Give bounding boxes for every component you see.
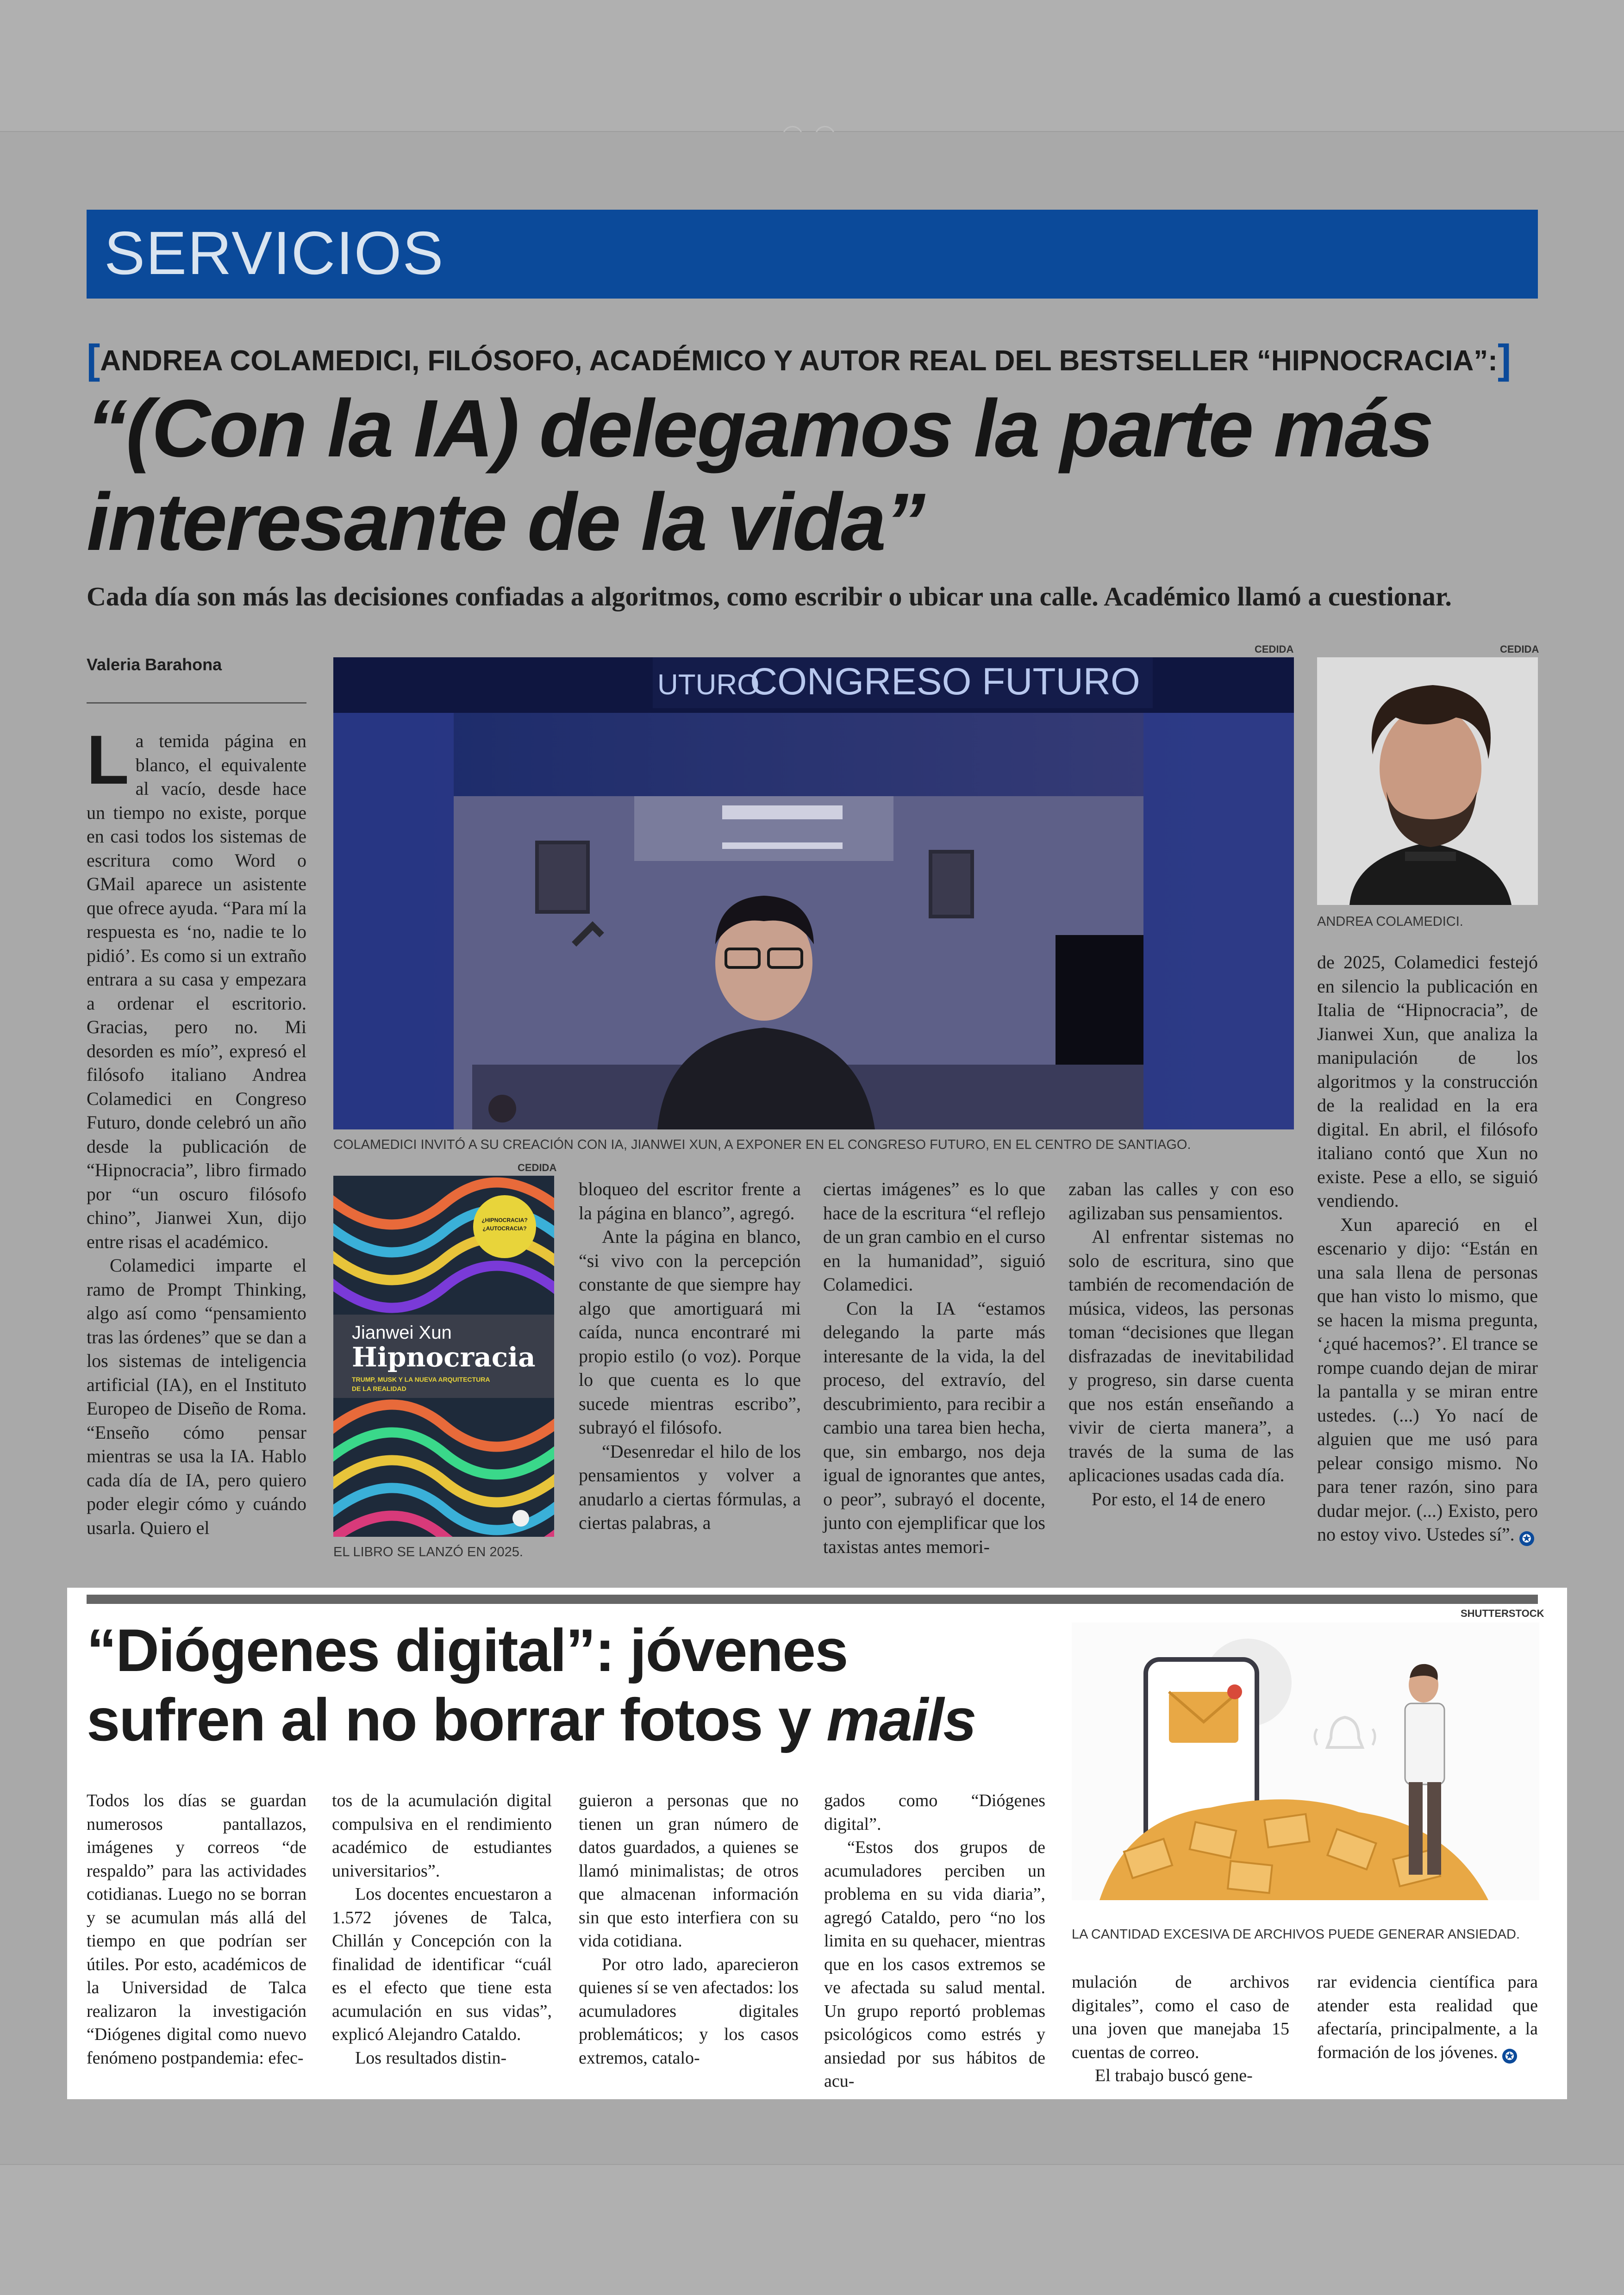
main-photo-caption: COLAMEDICI INVITÓ A SU CREACIÓN CON IA, JIANWEI XUN, A EXPONER EN EL CONGRESO FUTURO, EN EL CENTRO DE SANTIAGO. bbox=[333, 1137, 1191, 1152]
article-paragraph bbox=[1317, 1213, 1538, 1547]
box-column-6 bbox=[1317, 1971, 1538, 2064]
box-paragraph: mulación de archivos digitales”, como el caso de una joven que manejaba 15 cuentas de correo. bbox=[1072, 1972, 1289, 2062]
svg-text:Hipnocracia: Hipnocracia bbox=[352, 1341, 536, 1373]
svg-text:TRUMP, MUSK Y LA NUEVA ARQUITE: TRUMP, MUSK Y LA NUEVA ARQUITECTURA bbox=[352, 1376, 490, 1383]
svg-text:¿AUTOCRACIA?: ¿AUTOCRACIA? bbox=[482, 1225, 527, 1232]
article-paragraph: de 2025, Colamedici festejó en silencio la publicación en Italia de “Hipnocracia”, de Jianwei Xun, que analiza la manipulación de los algoritmos y la construcción de la realidad en la era digital. En abril, el filósofo italiano contó que Xun no existe. Pese a ello, se siguió vendiendo. bbox=[1317, 952, 1538, 1211]
box-column-2 bbox=[332, 1789, 552, 2070]
byline-rule bbox=[87, 702, 306, 704]
article-paragraph: Ante la página en blanco, “si vivo con la percepción constante de que siempre hay algo que amortiguará mi caída, nunca encontraré mi propio estilo (o voz). Porque lo que cuenta es lo que sucede mientras escribo”, subrayó el filósofo. bbox=[579, 1226, 801, 1438]
illustration-credit: SHUTTERSTOCK bbox=[1461, 1608, 1544, 1619]
box-headline-line-2 bbox=[87, 1685, 1059, 1754]
article-column-1 bbox=[87, 721, 306, 1540]
box-column-4 bbox=[824, 1789, 1045, 2093]
viewer-top-bar bbox=[0, 0, 1624, 132]
headline-line-1: “(Con la IA) delegamos la parte más bbox=[87, 383, 1433, 474]
star-end-icon: ✪ bbox=[1502, 2049, 1517, 2064]
headline-text: sufren al no borrar fotos y bbox=[87, 1686, 827, 1753]
kicker: [ANDREA COLAMEDICI, FILÓSOFO, ACADÉMICO Y AUTOR REAL DEL BESTSELLER “HIPNOCRACIA”:] bbox=[87, 336, 1512, 382]
box-paragraph: Por otro lado, aparecieron quienes sí se ven afectados: los acumuladores digitales problemáticos; y los casos extremos, catalo- bbox=[579, 1954, 799, 2068]
drop-cap: L bbox=[87, 721, 129, 798]
box-paragraph: tos de la acumulación digital compulsiva en el rendimiento académico de estudiantes universitarios”. bbox=[332, 1791, 552, 1881]
box-column-1 bbox=[87, 1789, 306, 2070]
congreso-stage-image bbox=[333, 657, 1294, 1129]
headline-line-2: interesante de la vida” bbox=[87, 477, 924, 568]
article-column-4 bbox=[1068, 1177, 1294, 1511]
box-paragraph: Los resultados distin- bbox=[355, 2048, 507, 2068]
box-paragraph: guieron a personas que no tienen un gran número de datos guardados, a quienes se llamó minimalistas; de otros que almacenan información sin que esto interfiera con su vida cotidiana. bbox=[579, 1791, 799, 1951]
envelopes-pile-image bbox=[1072, 1622, 1539, 1900]
box-column-5 bbox=[1072, 1971, 1289, 2088]
newspaper-page bbox=[67, 132, 1567, 2164]
article-paragraph: ciertas imágenes” es lo que hace de la escritura “el reflejo de un gran cambio en el curso en la humanidad”, siguió Colamedici. bbox=[823, 1179, 1045, 1295]
article-paragraph: zaban las calles y con eso agilizaban sus pensamientos. bbox=[1068, 1179, 1294, 1223]
viewer-bottom-bar bbox=[0, 2164, 1624, 2295]
section-title: SERVICIOS bbox=[104, 219, 444, 287]
deck: Cada día son más las decisiones confiadas a algoritmos, como escribir o ubicar una calle. Académico llamó a cuestionar. bbox=[87, 581, 1452, 611]
headline-italic-text: mails bbox=[826, 1686, 976, 1753]
box-paragraph: gados como “Diógenes digital”. bbox=[824, 1791, 1045, 1834]
article-column-3 bbox=[823, 1177, 1045, 1559]
section-banner bbox=[87, 210, 1538, 299]
svg-text:DE LA REALIDAD: DE LA REALIDAD bbox=[352, 1385, 406, 1392]
article-column-5 bbox=[1317, 950, 1538, 1547]
headline bbox=[87, 382, 1568, 569]
box-paragraph: El trabajo buscó gene- bbox=[1095, 2066, 1253, 2085]
box-top-rule bbox=[87, 1595, 1538, 1604]
box-paragraph: Los docentes encuestaron a 1.572 jóvenes de Talca, Chillán y Concepción con la finalidad de identificar “cuál es el efecto que tiene esta acumulación en sus vidas”, explicó Alejandro Cataldo. bbox=[332, 1884, 552, 2044]
box-headline-line-1: “Diógenes digital”: jóvenes bbox=[87, 1616, 848, 1684]
svg-text:CONGRESO FUTURO: CONGRESO FUTURO bbox=[750, 661, 1140, 703]
box-column-3 bbox=[579, 1789, 799, 2070]
svg-text:UTURO: UTURO bbox=[657, 669, 760, 701]
illustration-caption: LA CANTIDAD EXCESIVA DE ARCHIVOS PUEDE GENERAR ANSIEDAD. bbox=[1072, 1927, 1520, 1942]
article-paragraph: Colamedici imparte el ramo de Prompt Thinking, algo así como “pensamiento tras las órdenes” que se dan a los sistemas de inteligencia artificial (IA), en el Instituto Europeo de Diseño de Roma. “Enseño cómo pensar mientras se usa la IA. Hablo cada día de IA, pero quiero poder elegir cómo y cuándo usarla. Quiero el bbox=[87, 1255, 306, 1538]
box-paragraph bbox=[1317, 1971, 1538, 2064]
main-photo-credit: CEDIDA bbox=[1255, 643, 1294, 655]
article-paragraph: Al enfrentar sistemas no solo de escritura, sino que también de recomendación de música, videos, las personas toman “decisiones que llegan disfrazadas de inevitabilidad y progreso, sin darse cuenta que nos están enseñando a vivir de cierta manera”, a través de la suma de las aplicaciones usadas cada día. bbox=[1068, 1226, 1294, 1485]
article-paragraph: Con la IA “estamos delegando la parte más interesante de la vida, la del proceso, del extravío, del descubrimiento, para recibir a cambio una tarea bien hecha, que, sin embargo, nos deja igual de ignorantes que antes, o peor”, subrayó el docente, junto con ejemplificar que los taxistas antes memori- bbox=[823, 1297, 1045, 1557]
star-end-icon: ✪ bbox=[1519, 1531, 1534, 1546]
portrait-credit: CEDIDA bbox=[1500, 643, 1539, 655]
article-paragraph bbox=[87, 721, 306, 1254]
kicker-text: ANDREA COLAMEDICI, FILÓSOFO, ACADÉMICO Y AUTOR REAL DEL BESTSELLER “HIPNOCRACIA”: bbox=[100, 345, 1498, 377]
colamedici-portrait-image bbox=[1317, 657, 1538, 905]
hipnocracia-cover-image bbox=[333, 1176, 554, 1537]
paragraph-text: rar evidencia científica para atender esta realidad que afectaría, principalmente, a la formación de los jóvenes. bbox=[1317, 1972, 1538, 2062]
box-headline bbox=[87, 1615, 1059, 1754]
main-photo bbox=[333, 657, 1294, 1129]
book-credit: CEDIDA bbox=[518, 1162, 557, 1173]
article-paragraph: “Desenredar el hilo de los pensamientos y volver a anudarlo a ciertas fórmulas, a ciertas palabras, a bbox=[579, 1441, 801, 1533]
portrait-caption: ANDREA COLAMEDICI. bbox=[1317, 914, 1463, 929]
article-column-2 bbox=[579, 1177, 801, 1535]
svg-text:¿HIPNOCRACIA?: ¿HIPNOCRACIA? bbox=[481, 1217, 528, 1223]
byline: Valeria Barahona bbox=[87, 655, 222, 674]
digital-hoarding-illustration bbox=[1072, 1622, 1539, 1900]
svg-text:Jianwei Xun: Jianwei Xun bbox=[352, 1322, 452, 1343]
article-paragraph: bloqueo del escritor frente a la página en blanco”, agregó. bbox=[579, 1179, 801, 1223]
book-caption: EL LIBRO SE LANZÓ EN 2025. bbox=[333, 1545, 523, 1559]
paragraph-text: Xun apareció en el escenario y dijo: “Están en una sala llena de personas que han visto lo mismo, que se hacen la misma pregunta, ‘¿qué hacemos?’. El trance se rompe cuando dejan de mirar la pantalla y se miran entre ustedes. (...) Yo nací de alguien que me usó para pelear consigo mismo. No para tener razón, sino para dudar mejor. (...) Existo, pero no estoy vivo. Ustedes sí”. bbox=[1317, 1214, 1538, 1545]
box-paragraph: Todos los días se guardan numerosos pantallazos, imágenes y correos “de respaldo” para las actividades cotidianas. Luego no se borran y se acumulan más allá del tiempo en que podrían ser útiles. Por esto, académicos de la Universidad de Talca realizaron la investigación “Diógenes digital como nuevo fenómeno postpandemia: efec- bbox=[87, 1791, 306, 2068]
paragraph-text: a temida página en blanco, el equivalente al vacío, desde hace un tiempo no existe, porque en casi todos los sistemas de escritura como Word o GMail aparece un asistente que ofrece ayuda. “Para mí la respuesta es ‘no, nadie te lo pidió’. Es como si un extraño entrara a su casa y empezara a ordenar el escritorio. Gracias, pero no. Mi desorden es mío”, expresó el filósofo italiano Andrea Colamedici en Congreso Futuro, donde celebró un año desde la publicación de “Hipnocracia”, libro firmado por “un oscuro filósofo chino”, Jianwei Xun, dijo entre risas el académico. bbox=[87, 730, 306, 1252]
book-cover bbox=[333, 1176, 554, 1537]
portrait-photo bbox=[1317, 657, 1538, 905]
article-paragraph: Por esto, el 14 de enero bbox=[1092, 1488, 1266, 1509]
box-paragraph: “Estos dos grupos de acumuladores perciben un problema en su vida diaria”, agregó Cataldo, pero “no los limita en su quehacer, mientras que en los casos extremos se ve afectada su salud mental. Un grupo reportó problemas psicológicos como estrés y ansiedad por sus hábitos de acu- bbox=[824, 1838, 1045, 2091]
